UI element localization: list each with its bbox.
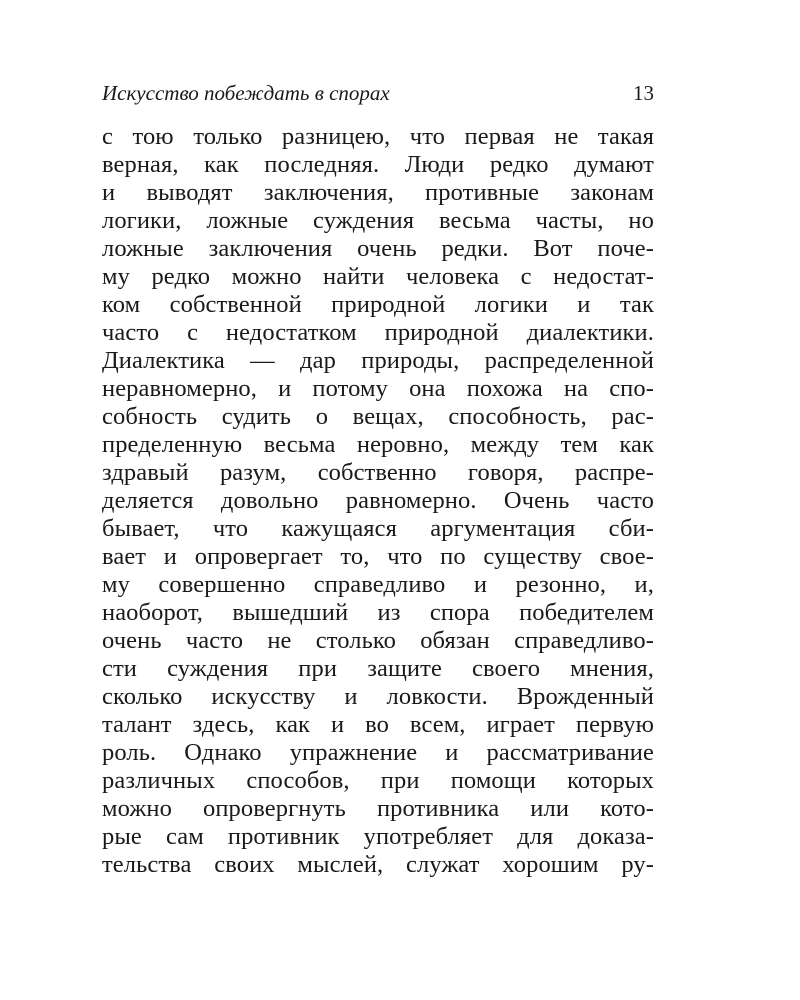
running-header [102,78,654,108]
text-line: му редко можно найти человека с недостат- [102,263,654,290]
text-line: и выводят заключения, противные законам [102,179,654,206]
body-text [102,123,654,879]
text-line: талант здесь, как и во всем, играет первую [102,711,654,738]
text-line: деляется довольно равномерно. Очень часто [102,487,654,514]
text-line: ложные заключения очень редки. Вот поче- [102,235,654,262]
text-line: тельства своих мыслей, служат хорошим ру- [102,851,654,878]
text-line: бывает, что кажущаяся аргументация сби- [102,515,654,542]
running-title: Искусство побеждать в спорах [102,81,390,105]
text-line: с тою только разницею, что первая не такая [102,123,654,150]
text-line: здравый разум, собственно говоря, распре- [102,459,654,486]
text-line: роль. Однако упражнение и рассматривание [102,739,654,766]
text-line: ком собственной природной логики и так [102,291,654,318]
text-line: очень часто не столько обязан справедливо- [102,627,654,654]
text-line: различных способов, при помощи которых [102,767,654,794]
page-number: 13 [633,81,654,105]
text-line: пределенную весьма неровно, между тем как [102,431,654,458]
text-line: му совершенно справедливо и резонно, и, [102,571,654,598]
text-line: можно опровергнуть противника или кото- [102,795,654,822]
text-line: верная, как последняя. Люди редко думают [102,151,654,178]
text-line: вает и опровергает то, что по существу свое- [102,543,654,570]
text-line: наоборот, вышедший из спора победителем [102,599,654,626]
text-line: неравномерно, и потому она похожа на спо- [102,375,654,402]
text-line: рые сам противник употребляет для доказа- [102,823,654,850]
text-line: сти суждения при защите своего мнения, [102,655,654,682]
text-line: логики, ложные суждения весьма часты, но [102,207,654,234]
text-line: часто с недостатком природной диалектики. [102,319,654,346]
text-line: сколько искусству и ловкости. Врожденный [102,683,654,710]
text-line: Диалектика — дар природы, распределенной [102,347,654,374]
text-line: собность судить о вещах, способность, рас- [102,403,654,430]
